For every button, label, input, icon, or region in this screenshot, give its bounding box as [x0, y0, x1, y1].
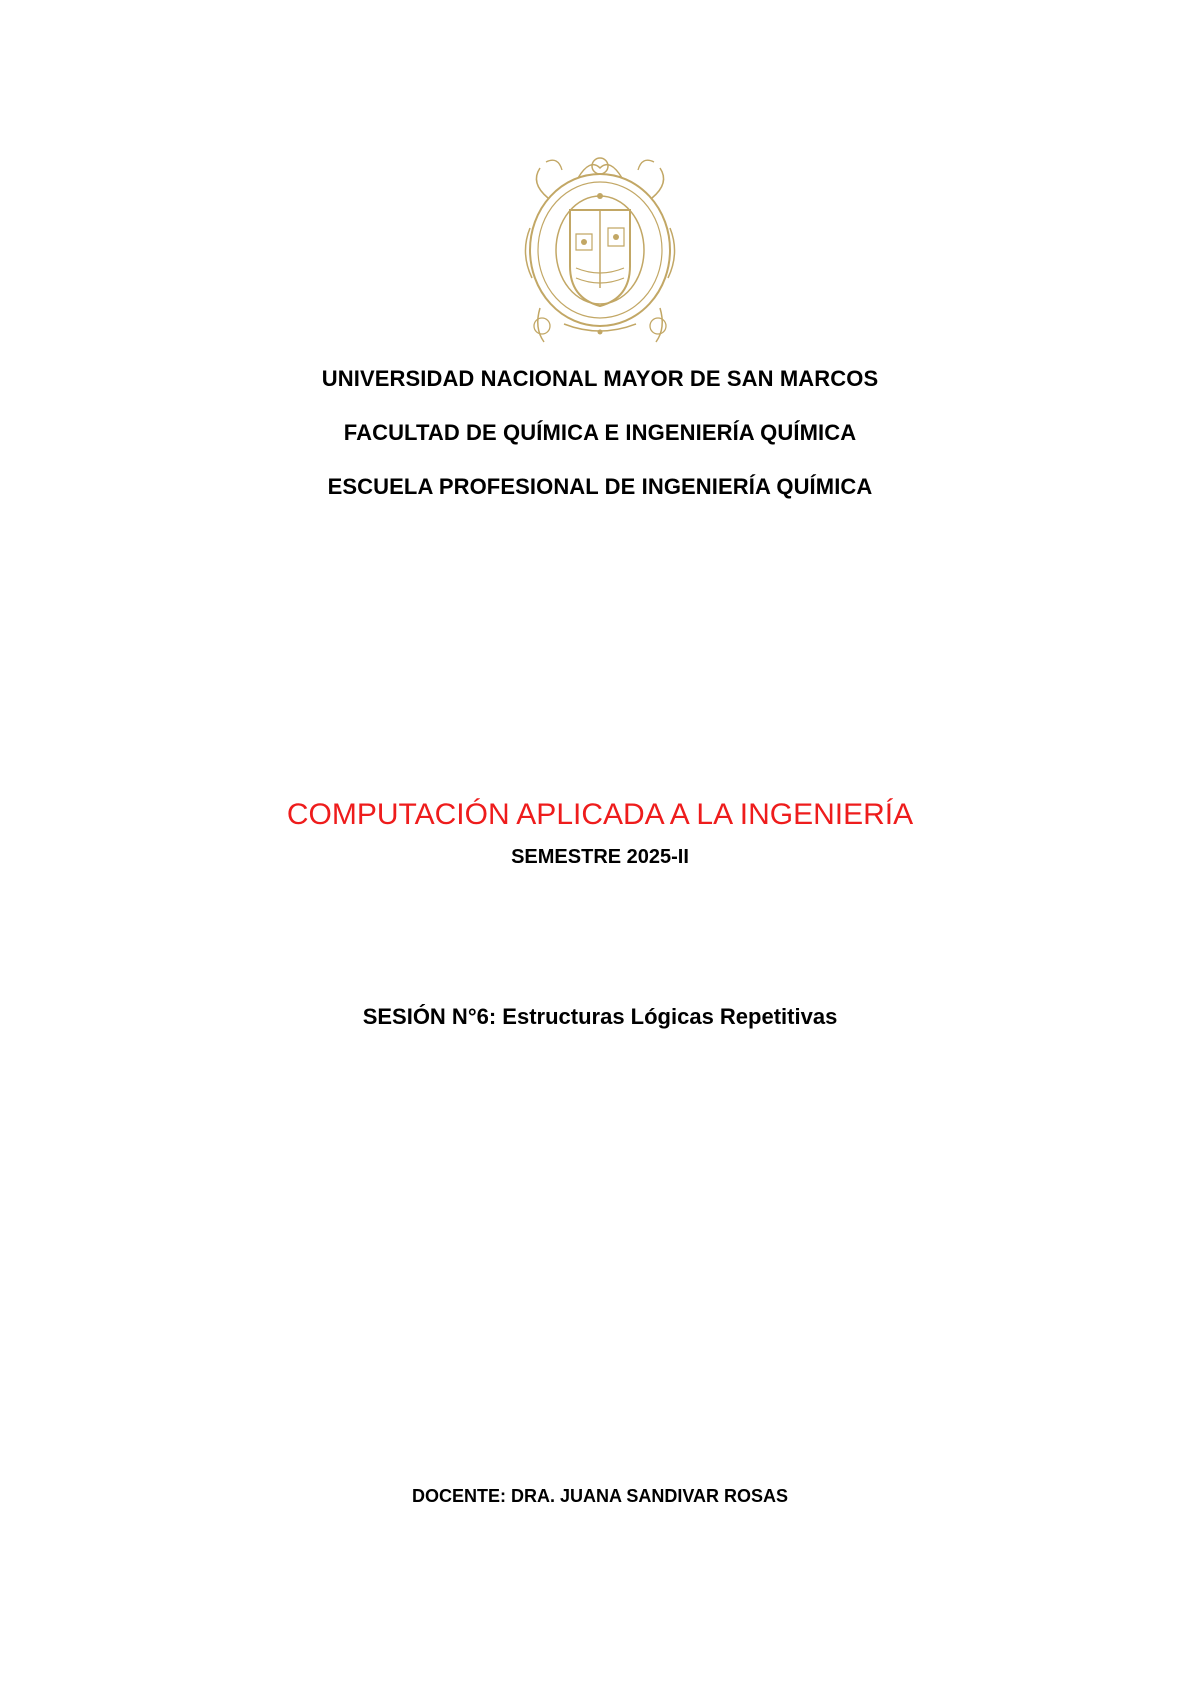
teacher-name: DOCENTE: DRA. JUANA SANDIVAR ROSAS — [411, 1486, 789, 1506]
session-title: SESIÓN N°6: Estructuras Lógicas Repetitivas — [362, 1004, 838, 1029]
course-title: COMPUTACIÓN APLICADA A LA INGENIERÍA — [286, 798, 914, 831]
faculty-name: FACULTAD DE QUÍMICA E INGENIERÍA QUÍMICA — [343, 420, 857, 445]
university-seal-icon — [500, 138, 700, 350]
semester-label: SEMESTRE 2025-II — [511, 846, 689, 868]
university-name: UNIVERSIDAD NACIONAL MAYOR DE SAN MARCOS — [321, 366, 879, 391]
school-name: ESCUELA PROFESIONAL DE INGENIERÍA QUÍMICA — [327, 474, 873, 499]
